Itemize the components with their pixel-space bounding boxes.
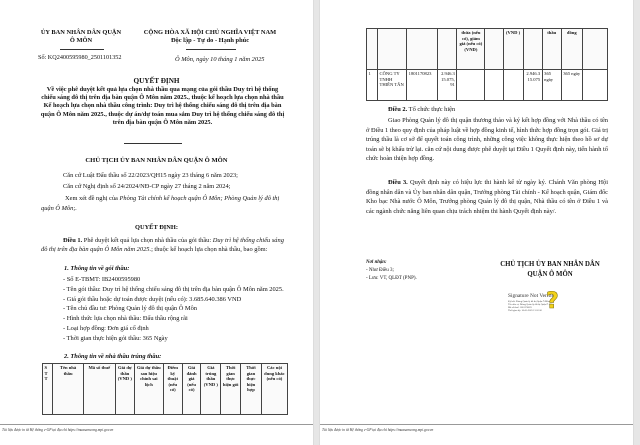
col-tech-score: Điểm kỹ thuật (nếu có): [163, 364, 182, 415]
signature-unit: Tên đơn vị: Phòng Quản lý đô thị Quận Ô Môn: [508, 303, 554, 306]
issuing-authority: CHỦ TỊCH ỦY BAN NHÂN DÂN QUẬN Ô MÔN: [85, 157, 228, 164]
col-eval-price: Giá đánh giá (nếu có): [182, 364, 201, 415]
decision-heading: QUYẾT ĐỊNH:: [134, 224, 179, 231]
col-eval-price: (VND ): [503, 29, 523, 70]
cell-tech-score: [485, 70, 503, 101]
cell-package-duration: 365 ngày: [542, 70, 561, 101]
signature-details: [508, 300, 618, 312]
agency-line-2: Ô MÔN: [69, 37, 93, 45]
signer-title: [480, 260, 620, 279]
col-tax-code: Mã số thuế: [83, 364, 115, 415]
col-bidder-name: [378, 29, 407, 70]
document-page-2: [320, 0, 633, 445]
col-bidder-name: Tên nhà thầu: [53, 364, 83, 415]
page-footer: Tài liệu được in từ Hệ thống e-GP tại địa chỉ https://muasamcong.mpi.gov.vn: [322, 428, 434, 432]
col-stt: [367, 29, 378, 70]
col-adjusted-price: thừa (nếu có), giảm giá (nếu có) (VND): [457, 29, 485, 70]
footer-divider: [320, 424, 633, 425]
legal-basis-2: Căn cứ Nghị định số 24/2024/NĐ-CP ngày 27 tháng 2 năm 2024;: [63, 183, 231, 190]
cell-contract-duration: 365 ngày: [561, 70, 582, 101]
agency-underline: [60, 49, 104, 50]
package-price: - Giá gói thầu hoặc dự toán được duyệt (nếu có): 3.685.640.386 VND: [63, 295, 242, 303]
cell-bid-price: 2.946.315.075,91: [438, 70, 457, 101]
article-3-text: Quyết định này có hiệu lực thi hành kể từ ngày ký. Chánh Văn phòng Hội đồng nhân dân và Ủy ban nhân dân quận, Trưởng phòng Tài chính - Kế hoạch quận, Giám đốc Kho bạc Nhà nước Ô Môn, Trưởng phòng Quản lý đô thị quận, Nhà thầu có tên ở Điều 1 và các ngành chức năng liên quan chịu trách nhiệm thi hành Quyết định này/.: [366, 179, 608, 215]
recipient-item: - Lưu: VT, QLĐT (PNP).: [366, 276, 417, 281]
signature-status: Signature Not Verified: [508, 293, 557, 299]
footer-divider: [0, 424, 313, 425]
table-header-continuation: [367, 29, 608, 70]
article-3: [366, 178, 608, 216]
winning-bidder-table-header: [42, 363, 288, 415]
col-other: Các nội dung khác (nếu có): [261, 364, 287, 415]
col-other: [582, 29, 607, 70]
page-footer: Tài liệu được in từ Hệ thống e-GP tại địa chỉ https://muasamcong.mpi.gov.vn: [2, 428, 114, 432]
question-mark-icon: ?: [546, 289, 559, 314]
col-package-duration: Thời gian thực hiện gói: [221, 364, 241, 415]
section-2-heading: 2. Thông tin về nhà thầu trúng thầu:: [64, 353, 162, 360]
page-gutter: [313, 0, 320, 445]
cell-adjusted-price: [457, 70, 485, 101]
signer-title-line-1: CHỦ TỊCH ỦY BAN NHÂN DÂN: [500, 261, 600, 268]
article-1-label: Điều 1.: [63, 237, 83, 244]
cell-other: [582, 70, 607, 101]
article-1-package-name: Duy trì hệ thống chiếu sáng đô thị trên địa bàn quận Ô Môn năm 2025.: [41, 237, 284, 254]
cell-eval-price: [503, 70, 523, 101]
article-1: [41, 236, 287, 255]
package-name: - Tên gói thầu: Duy trì hệ thống chiếu sáng đô thị trên địa bàn quận Ô Môn năm 2025.: [63, 285, 284, 293]
digital-signature[interactable]: [508, 289, 618, 314]
package-contract-type: - Loại hợp đồng: Đơn giá cố định: [63, 324, 149, 332]
recipient-item: - Như Điều 3;: [366, 268, 394, 273]
motto-underline: [186, 49, 236, 50]
package-etbmt: - Số E-TBMT: IB2400595980: [63, 276, 141, 283]
cell-tax-code: 1801170823: [407, 70, 438, 101]
package-duration: - Thời gian thực hiện gói thầu: 365 Ngày: [63, 334, 168, 342]
col-award-price: [523, 29, 542, 70]
document-page-1: [0, 0, 313, 445]
col-award-price: Giá trúng thầu (VND ): [201, 364, 221, 415]
place-date: Ô Môn, ngày 10 tháng 1 năm 2025: [175, 56, 265, 63]
consideration-prefix: Xem xét đề nghị của: [65, 195, 120, 202]
cell-award-price: 2.946.315.075: [523, 70, 542, 101]
recipients-heading: Nơi nhận:: [366, 260, 387, 265]
signature-tax-code: Mã số thuế: 1801170823: [508, 306, 532, 309]
section-1-heading: 1. Thông tin về gói thầu:: [64, 265, 130, 272]
package-info-list: [41, 275, 287, 344]
recipients-block: [366, 259, 417, 283]
cell-bidder-name: CÔNG TY TNHH THIÊN TÂN: [378, 70, 407, 101]
issuing-agency: [36, 29, 126, 46]
national-header: [135, 29, 285, 46]
cell-stt: 1: [367, 70, 378, 101]
consideration-units: Phòng Tài chính kế hoạch quận Ô Môn; Phòng Quản lý đô thị quận Ô Môn: [41, 195, 280, 212]
col-tech-score: [485, 29, 503, 70]
decision-title: QUYẾT ĐỊNH: [133, 77, 180, 85]
table-row: [367, 70, 608, 101]
decision-subject: Về việc phê duyệt kết quả lựa chọn nhà thầu qua mạng của gói thầu Duy trì hệ thống chiếu sáng đô thị trên địa bàn quận Ô Môn năm 2025., thuộc kế hoạch lựa chọn nhà thầu Kế hoạch lựa chọn nhà thầu công trình: Duy trì hệ thống chiếu sáng đô thị trên địa bàn quận Ô Môn năm 2025., thuộc dự án/dự toán mua sắm Duy trì hệ thống chiếu sáng đô thị trên địa bàn quận Ô Môn năm 2025.: [40, 86, 285, 126]
col-bid-price: Giá dự thầu (VND ): [115, 364, 134, 415]
document-number: Số: KQ2400595980_2501101352: [38, 54, 122, 61]
scrollbar-track[interactable]: [633, 0, 640, 445]
package-selection-method: - Hình thức lựa chọn nhà thầu: Đấu thầu rộng rãi: [63, 315, 188, 323]
col-stt: S T T: [43, 364, 53, 415]
article-2-title: Tổ chức thực hiện: [407, 106, 456, 113]
signature-time: Thời gian ký: 10-01-2025 13:52:36: [508, 309, 542, 312]
agency-line-1: ỦY BAN NHÂN DÂN QUẬN: [40, 29, 122, 36]
signature-signed-by: Ký bởi: Phòng Quản lý đô thị Quận Ô Môn: [508, 300, 550, 303]
article-2-heading: [388, 106, 455, 114]
signer-title-line-2: QUẬN Ô MÔN: [527, 270, 573, 278]
article-2-label: Điều 2.: [388, 106, 408, 113]
col-tax-code: [407, 29, 438, 70]
article-2-text: Giao Phòng Quản lý đô thị quận thương thảo và ký kết hợp đồng với Nhà thầu có tên ở Điều 1 theo quy định của pháp luật về hợp đồng kinh tế, hình thức hợp đồng trọn gói. Giá trị trúng thầu là cơ sở để quyết toán công trình, những công việc không thực hiện theo hồ sơ dự toán sẽ bị khấu trừ lại. căn cứ nội dung được phê duyệt tại Điều 1 Quyết định này, tiến hành tổ chức hoàn thiện hợp đồng.: [366, 117, 608, 163]
col-bid-price: [438, 29, 457, 70]
col-contract-duration: Thời gian thực hiện hợp: [241, 364, 262, 415]
article-3-label: Điều 3.: [388, 179, 408, 186]
nation-line-1: CỘNG HÒA XÃ HỘI CHỦ NGHĨA VIỆT NAM: [143, 29, 277, 36]
nation-motto: Độc lập - Tự do - Hạnh phúc: [170, 37, 250, 45]
col-contract-duration: đồng: [561, 29, 582, 70]
winning-bidder-table: [366, 28, 608, 101]
col-adjusted-price: Giá dự thầu sau hiệu chỉnh sai lệch: [134, 364, 163, 415]
consideration: [41, 194, 286, 213]
article-1-suffix: ; thuộc kế hoạch lựa chọn nhà thầu, bao gồm:: [151, 246, 268, 254]
legal-basis-1: Căn cứ Luật Đấu thầu số 22/2023/QH15 ngày 23 tháng 6 năm 2023;: [63, 172, 238, 179]
col-package-duration: thầu: [542, 29, 561, 70]
package-investor: - Tên chủ đầu tư: Phòng Quản lý đô thị quận Ô Môn: [63, 305, 197, 313]
consideration-suffix: ;.: [73, 204, 77, 212]
article-1-text: Phê duyệt kết quả lựa chọn nhà thầu của gói thầu:: [82, 237, 213, 244]
subject-underline: [124, 143, 182, 144]
